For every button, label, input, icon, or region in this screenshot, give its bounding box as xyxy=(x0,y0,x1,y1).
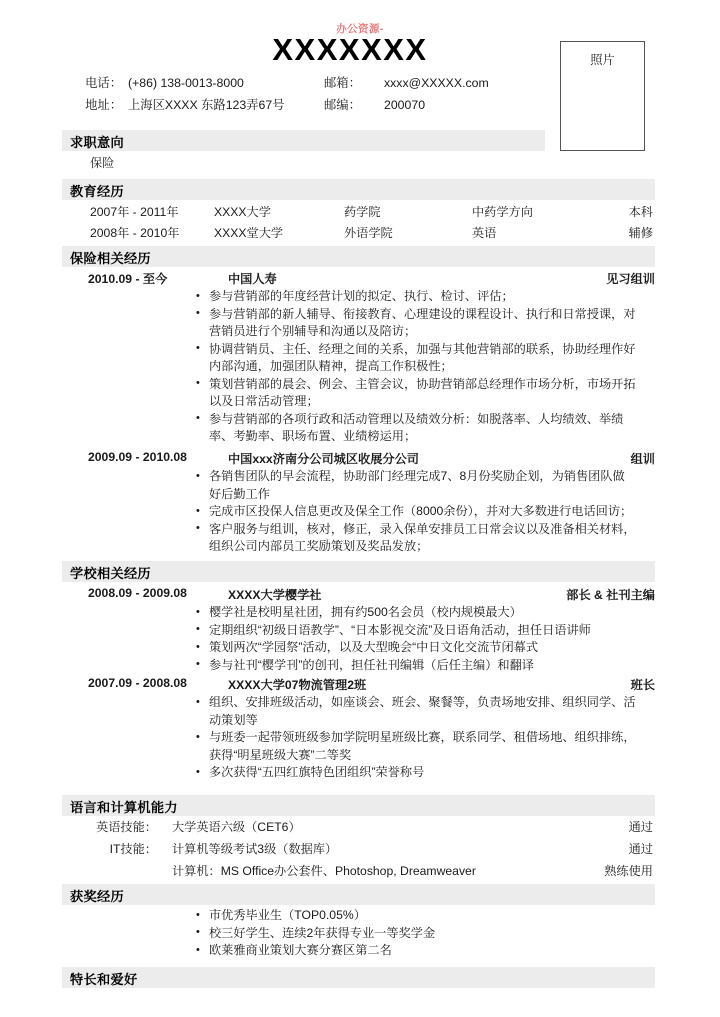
entry-role: 班长 xyxy=(630,678,655,692)
edu-dept: 药学院 xyxy=(344,205,381,219)
section-title-skills: 语言和计算机能力 xyxy=(70,800,178,815)
entry-org: XXXX大学樱学社 xyxy=(228,588,322,602)
objective-value: 保险 xyxy=(90,156,115,170)
zip-label: 邮编： xyxy=(324,98,361,112)
section-title-awards: 获奖经历 xyxy=(70,889,124,904)
list-item: • 协调营销员、主任、经理之间的关系，加强与其他营销部的联系，协助经理作好内部沟通，加强团队精神，提高工作积极性； xyxy=(196,341,636,376)
list-item: • 策划两次“学园祭”活动，以及大型晚会“中日文化交流节闭幕式 xyxy=(196,639,646,657)
list-item: • 樱学社是校明星社团，拥有约500名会员（校内规模最大） xyxy=(196,604,646,622)
entry-date: 2010.09 - 至今 xyxy=(88,272,168,286)
section-title-education: 教育经历 xyxy=(70,184,124,199)
contact-row-phone xyxy=(60,72,540,94)
entry-org: 中国xxx济南分公司城区收展分公司 xyxy=(228,452,419,466)
skill-row xyxy=(62,840,655,861)
photo-placeholder xyxy=(560,41,645,151)
bullet-list xyxy=(196,604,646,674)
skill-value: 计算机：MS Office办公套件、Photoshop, Dreamweaver xyxy=(172,864,476,878)
entry-role: 见习组训 xyxy=(606,272,655,286)
table-row xyxy=(62,224,655,244)
skill-label: IT技能： xyxy=(109,842,157,856)
skill-value: 大学英语六级（CET6） xyxy=(172,820,301,834)
list-item: • 策划营销部的晨会、例会、主管会议，协助营销部总经理作市场分析，市场开拓以及日常活动管理； xyxy=(196,376,636,411)
phone-label: 电话： xyxy=(85,76,122,90)
section-bar-school xyxy=(62,561,655,582)
list-item: • 参与营销部的新人辅导、衔接教育、心理建设的课程设计、执行和日常授课，对营销员进行个别辅导和沟通以及陪访； xyxy=(196,306,636,341)
edu-date: 2007年 - 2011年 xyxy=(90,205,179,219)
bullet-list xyxy=(196,288,636,446)
skill-value: 计算机等级考试3级（数据库） xyxy=(172,842,338,856)
contact-block xyxy=(60,72,540,116)
entry-role: 组训 xyxy=(630,452,655,466)
list-item: • 客户服务与组训，核对，修正，录入保单安排员工日常会议以及准备相关材料，组织公司内部员工奖励策划及奖品发放； xyxy=(196,521,636,556)
edu-degree: 辅修 xyxy=(628,226,653,240)
section-bar-insurance xyxy=(62,246,655,267)
phone-value: (+86) 138-0013-8000 xyxy=(128,76,244,90)
entry-date: 2007.09 - 2008.08 xyxy=(88,676,187,690)
edu-school: XXXX堂大学 xyxy=(214,226,284,240)
section-bar-hobbies xyxy=(62,967,655,988)
entry-role: 部长 & 社刊主编 xyxy=(566,588,655,602)
edu-major: 中药学方向 xyxy=(472,205,533,219)
section-bar-awards xyxy=(62,884,655,905)
section-bar-skills xyxy=(62,795,655,816)
section-bar-education xyxy=(62,179,655,200)
photo-label: 照片 xyxy=(590,53,615,67)
zip-value: 200070 xyxy=(384,98,426,112)
entry-date: 2009.09 - 2010.08 xyxy=(88,450,187,464)
skill-row xyxy=(62,862,655,883)
skill-status: 熟练使用 xyxy=(604,864,653,878)
bullet-list xyxy=(196,694,636,782)
section-title-objective: 求职意向 xyxy=(70,135,124,150)
section-bar-objective xyxy=(62,130,545,151)
bullet-list xyxy=(196,468,636,556)
skill-label: 英语技能： xyxy=(96,820,157,834)
entry-date: 2008.09 - 2009.08 xyxy=(88,586,187,600)
list-item: • 参与营销部的年度经营计划的拟定、执行、检讨、评估； xyxy=(196,288,636,306)
section-title-hobbies: 特长和爱好 xyxy=(70,972,138,987)
email-value: xxxx@XXXXX.com xyxy=(384,76,489,90)
edu-degree: 本科 xyxy=(628,205,653,219)
section-title-school: 学校相关经历 xyxy=(70,566,151,581)
list-item: • 参与营销部的各项行政和活动管理以及绩效分析：如脱落率、人均绩效、举绩率、考勤率、职场布置、业绩榜运用； xyxy=(196,411,636,446)
list-item: • 欧莱雅商业策划大赛分赛区第二名 xyxy=(196,942,636,960)
list-item: • 完成市区投保人信息更改及保全工作（8000余份），并对大多数进行电话回访； xyxy=(196,503,636,521)
edu-major: 英语 xyxy=(472,226,497,240)
table-row xyxy=(62,203,655,223)
list-item: • 各销售团队的早会流程，协助部门经理完成7、8月份奖励企划，为销售团队做好后勤工作 xyxy=(196,468,636,503)
watermark-text: 办公资源- xyxy=(336,23,384,35)
entry-org: XXXX大学07物流管理2班 xyxy=(228,678,367,692)
section-title-insurance: 保险相关经历 xyxy=(70,251,151,266)
email-label: 邮箱： xyxy=(324,76,361,90)
skill-row xyxy=(62,818,655,839)
address-label: 地址： xyxy=(85,98,122,112)
list-item: • 组织、安排班级活动，如座谈会、班会、聚餐等，负责场地安排、组织同学、活动策划等 xyxy=(196,694,636,729)
entry-org: 中国人寿 xyxy=(228,272,277,286)
list-item: • 校三好学生、连续2年获得专业一等奖学金 xyxy=(196,925,636,943)
bullet-list xyxy=(196,907,636,960)
edu-dept: 外语学院 xyxy=(344,226,393,240)
address-value: 上海区XXXX 东路123弄67号 xyxy=(128,98,285,112)
edu-school: XXXX大学 xyxy=(214,205,271,219)
list-item: • 定期组织“初级日语教学”、“日本影视交流”及日语角活动，担任日语讲师 xyxy=(196,622,646,640)
candidate-name: XXXXXXX xyxy=(272,32,428,67)
skill-status: 通过 xyxy=(628,842,653,856)
list-item: • 市优秀毕业生（TOP0.05%） xyxy=(196,907,636,925)
list-item: • 与班委一起带领班级参加学院明星班级比赛，联系同学、租借场地、组织排练，获得“明星班级大赛”二等奖 xyxy=(196,729,636,764)
list-item: • 参与社刊“樱学刊”的创刊，担任社刊编辑（后任主编）和翻译 xyxy=(196,657,646,675)
contact-row-address xyxy=(60,94,540,116)
edu-date: 2008年 - 2010年 xyxy=(90,226,180,240)
list-item: • 多次获得“五四红旗特色团组织”荣誉称号 xyxy=(196,764,636,782)
skill-status: 通过 xyxy=(628,820,653,834)
